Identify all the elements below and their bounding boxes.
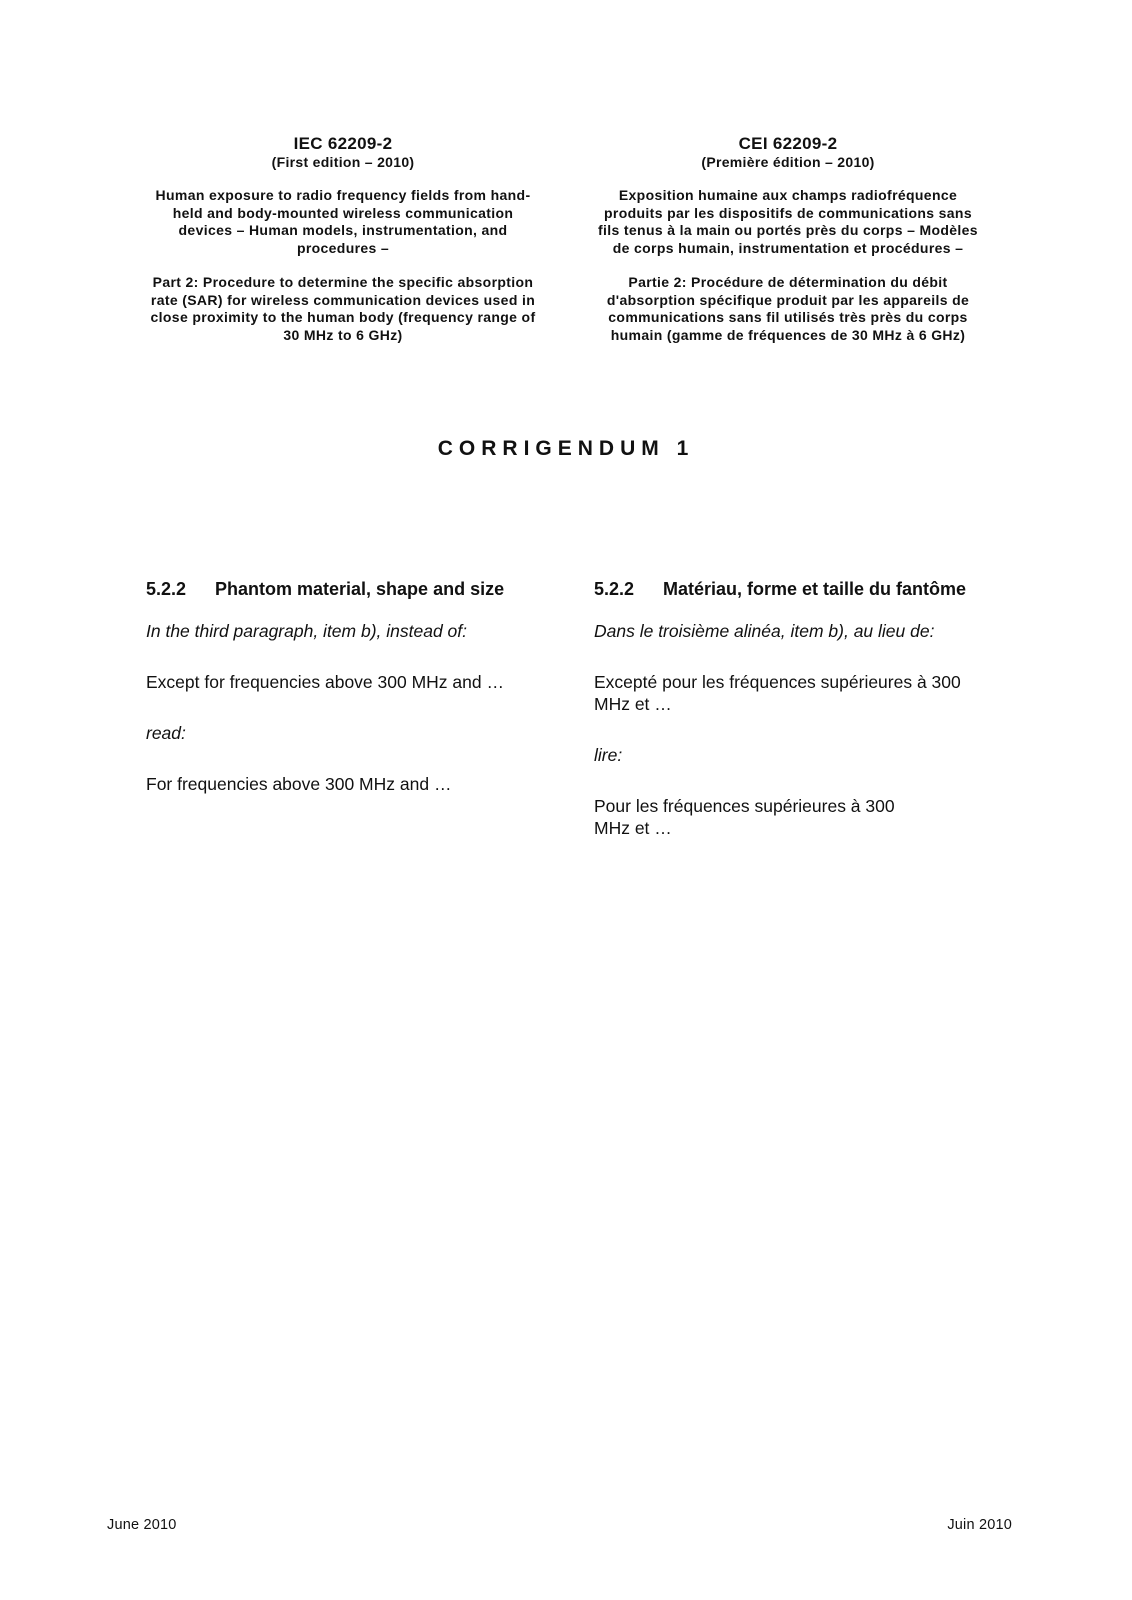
clause-number: 5.2.2 bbox=[146, 579, 187, 599]
body-french bbox=[594, 578, 989, 868]
document-part-title: Partie 2: Procédure de détermination du débit d'absorption spécifique produit par les appareils de communications sans fil utilisés très près du corps humain (gamme de fréquences de 30 MHz à 6 GHz) bbox=[606, 274, 970, 343]
clause-heading bbox=[594, 578, 989, 600]
new-text: For frequencies above 300 MHz and … bbox=[146, 774, 452, 794]
document-title: Human exposure to radio frequency fields from hand-held and body-mounted wireless communication devices – Human models, instrumentation, and procedures – bbox=[155, 187, 531, 256]
edition: (Première édition – 2010) bbox=[701, 154, 875, 170]
edition: (First edition – 2010) bbox=[271, 154, 415, 170]
instruction-text: In the third paragraph, item b), instead of: bbox=[146, 621, 468, 641]
header-french bbox=[593, 134, 983, 361]
standard-number: CEI 62209-2 bbox=[738, 134, 838, 153]
instruction-text: Dans le troisième alinéa, item b), au lieu de: bbox=[594, 621, 935, 641]
old-text: Excepté pour les fréquences supérieures à 300 MHz et … bbox=[594, 672, 961, 714]
footer-date-english: June 2010 bbox=[107, 1517, 177, 1533]
standard-number: IEC 62209-2 bbox=[293, 134, 393, 153]
header-english bbox=[148, 134, 538, 361]
clause-title: Phantom material, shape and size bbox=[215, 579, 505, 599]
read-label: read: bbox=[146, 723, 186, 743]
clause-heading bbox=[146, 578, 541, 600]
document-title: Exposition humaine aux champs radiofréquence produits par les dispositifs de communications sans fils tenus à la main ou portés près du corps – Modèles de corps humain, instrumentation et procédures – bbox=[598, 187, 978, 256]
clause-number: 5.2.2 bbox=[594, 579, 635, 599]
footer-date-french: Juin 2010 bbox=[947, 1517, 1012, 1533]
old-text: Except for frequencies above 300 MHz and … bbox=[146, 672, 504, 692]
body-english bbox=[146, 578, 541, 824]
corrigendum-heading: CORRIGENDUM 1 bbox=[437, 437, 695, 460]
document-part-title: Part 2: Procedure to determine the specific absorption rate (SAR) for wireless communication devices used in close proximity to the human body (frequency range of 30 MHz to 6 GHz) bbox=[150, 274, 536, 343]
clause-title: Matériau, forme et taille du fantôme bbox=[663, 579, 967, 599]
read-label: lire: bbox=[594, 745, 623, 765]
new-text: Pour les fréquences supérieures à 300 MHz et … bbox=[594, 796, 895, 838]
